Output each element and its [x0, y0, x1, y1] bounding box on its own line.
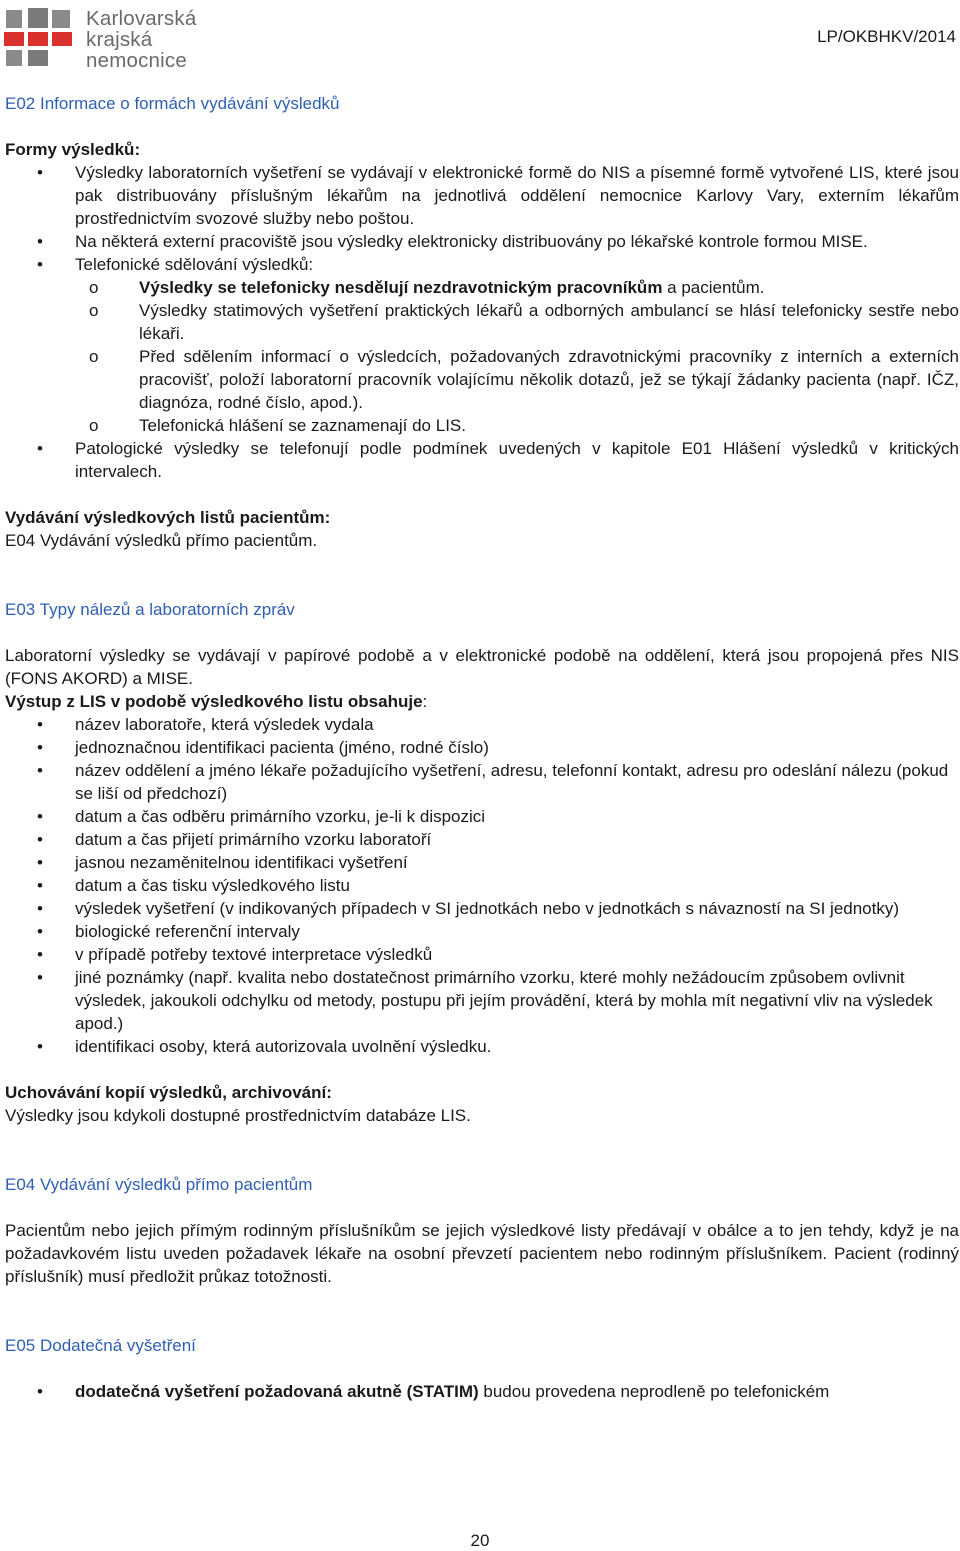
list-item: • jednoznačnou identifikaci pacienta (jméno, rodné číslo) [37, 738, 489, 757]
bullet-icon: • [37, 945, 43, 964]
e03-intro: Laboratorní výsledky se vydávají v papírové podobě a v elektronické podobě na oddělení, která jsou propojená přes NIS (FONS AKORD) a MISE. [5, 646, 959, 688]
list-item: • identifikaci osoby, která autorizovala uvolnění výsledku. [37, 1037, 492, 1056]
heading-formy: Formy výsledků: [5, 140, 141, 159]
list-item: • Patologické výsledky se telefonují podle podmínek uvedených v kapitole E01 Hlášení výsledků v kritických intervalech. [37, 439, 959, 481]
list-item: • datum a čas tisku výsledkového listu [37, 876, 350, 895]
vydavani-text: E04 Vydávání výsledků přímo pacientům. [5, 531, 318, 550]
list-item: • výsledek vyšetření (v indikovaných případech v SI jednotkách nebo v jednotkách s návazností na SI jednotky) [37, 899, 900, 918]
list-item: • Výsledky laboratorních vyšetření se vydávají v elektronické formě do NIS a písemné formě vytvořené LIS, které jsou pak distribuovány příslušným lékařům na jednotlivá oddělení nemocnice Karlovy Vary, externím lékařům prostřednictvím svozové služby nebo poštou. [37, 163, 959, 228]
bullet-icon: • [37, 922, 43, 941]
logo-wordmark [86, 8, 196, 71]
logo-line-1: Karlovarská [86, 7, 197, 30]
archiv-text: Výsledky jsou kdykoli dostupné prostřednictvím databáze LIS. [5, 1106, 471, 1125]
section-title-e04: E04 Vydávání výsledků přímo pacientům [5, 1175, 313, 1194]
hospital-logo [4, 6, 197, 73]
list-item: • biologické referenční intervaly [37, 922, 300, 941]
section-title-e02: E02 Informace o formách vydávání výsledků [5, 94, 340, 113]
e04-text: Pacientům nebo jejich přímým rodinným příslušníkům se jejich výsledkové listy předávají v obálce a to jen tehdy, když je na požadavkovém listu uveden požadavek lékaře na osobní převzetí pacientem nebo rodinným příslušníkem. Pacient (rodinný příslušník) musí předložit průkaz totožnosti. [5, 1221, 959, 1286]
list-item: • název oddělení a jméno lékaře požadujícího vyšetření, adresu, telefonní kontakt, adresu pro odeslání nálezu (pokud se liší od předchozí) [37, 761, 949, 803]
list-item: • dodatečná vyšetření požadovaná akutně (STATIM) budou provedena neprodleně po telefonickém [37, 1382, 830, 1401]
logo-line-3: nemocnice [86, 49, 187, 72]
document-body [5, 92, 959, 1403]
sub-list-item: o Výsledky statimových vyšetření praktických lékařů a odborných ambulancí se hlásí telefonicky sestře nebo lékaři. [89, 301, 959, 343]
bullet-icon: • [37, 1037, 43, 1056]
formy-list [5, 161, 959, 483]
bullet-icon: • [37, 807, 43, 826]
section-title-e05: E05 Dodatečná vyšetření [5, 1336, 196, 1355]
bullet-icon: • [37, 853, 43, 872]
bullet-icon: • [37, 876, 43, 895]
heading-archiv: Uchovávání kopií výsledků, archivování: [5, 1083, 332, 1102]
sub-list-item: o Telefonická hlášení se zaznamenají do LIS. [89, 416, 466, 435]
vystup-list [5, 713, 959, 1058]
list-item: • Na některá externí pracoviště jsou výsledky elektronicky distribuovány po lékařské kontrole formou MISE. [37, 232, 868, 251]
list-item: • jasnou nezaměnitelnou identifikaci vyšetření [37, 853, 408, 872]
page-number: 20 [470, 1531, 490, 1550]
list-item: • Telefonické sdělování výsledků: o Výsledky se telefonicky nesdělují nezdravotnickým pracovníkům a pacientům. o Výsledky statimových vyšetření praktických lékařů a odborných ambulancí se hlásí telefonicky sestře nebo lékaři. o Před sdělením informací o výsledcích, požadovaných zdravotnickými pracovníky z interních a externích pracovišť, položí laboratorní pracovník volajícímu několik dotazů, jež se týkají žádanky pacienta (např. IČZ, diagnóza, rodné číslo, apod.). o Telefonická hlášení se zaznamenají do LIS. [5, 253, 959, 437]
bullet-icon: • [37, 968, 43, 987]
page-header [0, 0, 960, 78]
bullet-icon: • [37, 738, 43, 757]
bullet-icon: • [37, 899, 43, 918]
heading-vydavani: Vydávání výsledkových listů pacientům: [5, 508, 331, 527]
bullet-icon: • [37, 715, 43, 734]
bullet-icon: • [37, 761, 43, 780]
list-item: • datum a čas odběru primárního vzorku, je-li k dispozici [37, 807, 486, 826]
document-id: LP/OKBHKV/2014 [817, 27, 956, 46]
e05-list [5, 1380, 959, 1403]
sub-list-item: o Výsledky se telefonicky nesdělují nezdravotnickým pracovníkům a pacientům. [89, 278, 765, 297]
bullet-icon: • [37, 830, 43, 849]
list-item: • datum a čas přijetí primárního vzorku laboratoří [37, 830, 432, 849]
sub-list-item: o Před sdělením informací o výsledcích, požadovaných zdravotnickými pracovníky z interních a externích pracovišť, položí laboratorní pracovník volajícímu několik dotazů, jež se týkají žádanky pacienta (např. IČZ, diagnóza, rodné číslo, apod.). [89, 347, 959, 412]
section-title-e03: E03 Typy nálezů a laboratorních zpráv [5, 600, 295, 619]
list-item: • v případě potřeby textové interpretace výsledků [37, 945, 433, 964]
list-item: • jiné poznámky (např. kvalita nebo dostatečnost primárního vzorku, které mohly nežádoucím způsobem ovlivnit výsledek, jakoukoli odchylku od metody, postupu při jejím provádění, která by mohla mít negativní vliv na výsledek apod.) [37, 968, 933, 1033]
logo-line-2: krajská [86, 28, 153, 51]
telefon-sublist [75, 276, 959, 437]
vystup-heading: Výstup z LIS v podobě výsledkového listu obsahuje: [5, 692, 428, 711]
logo-cross-icon [4, 6, 78, 68]
list-item: • název laboratoře, která výsledek vydala [37, 715, 374, 734]
